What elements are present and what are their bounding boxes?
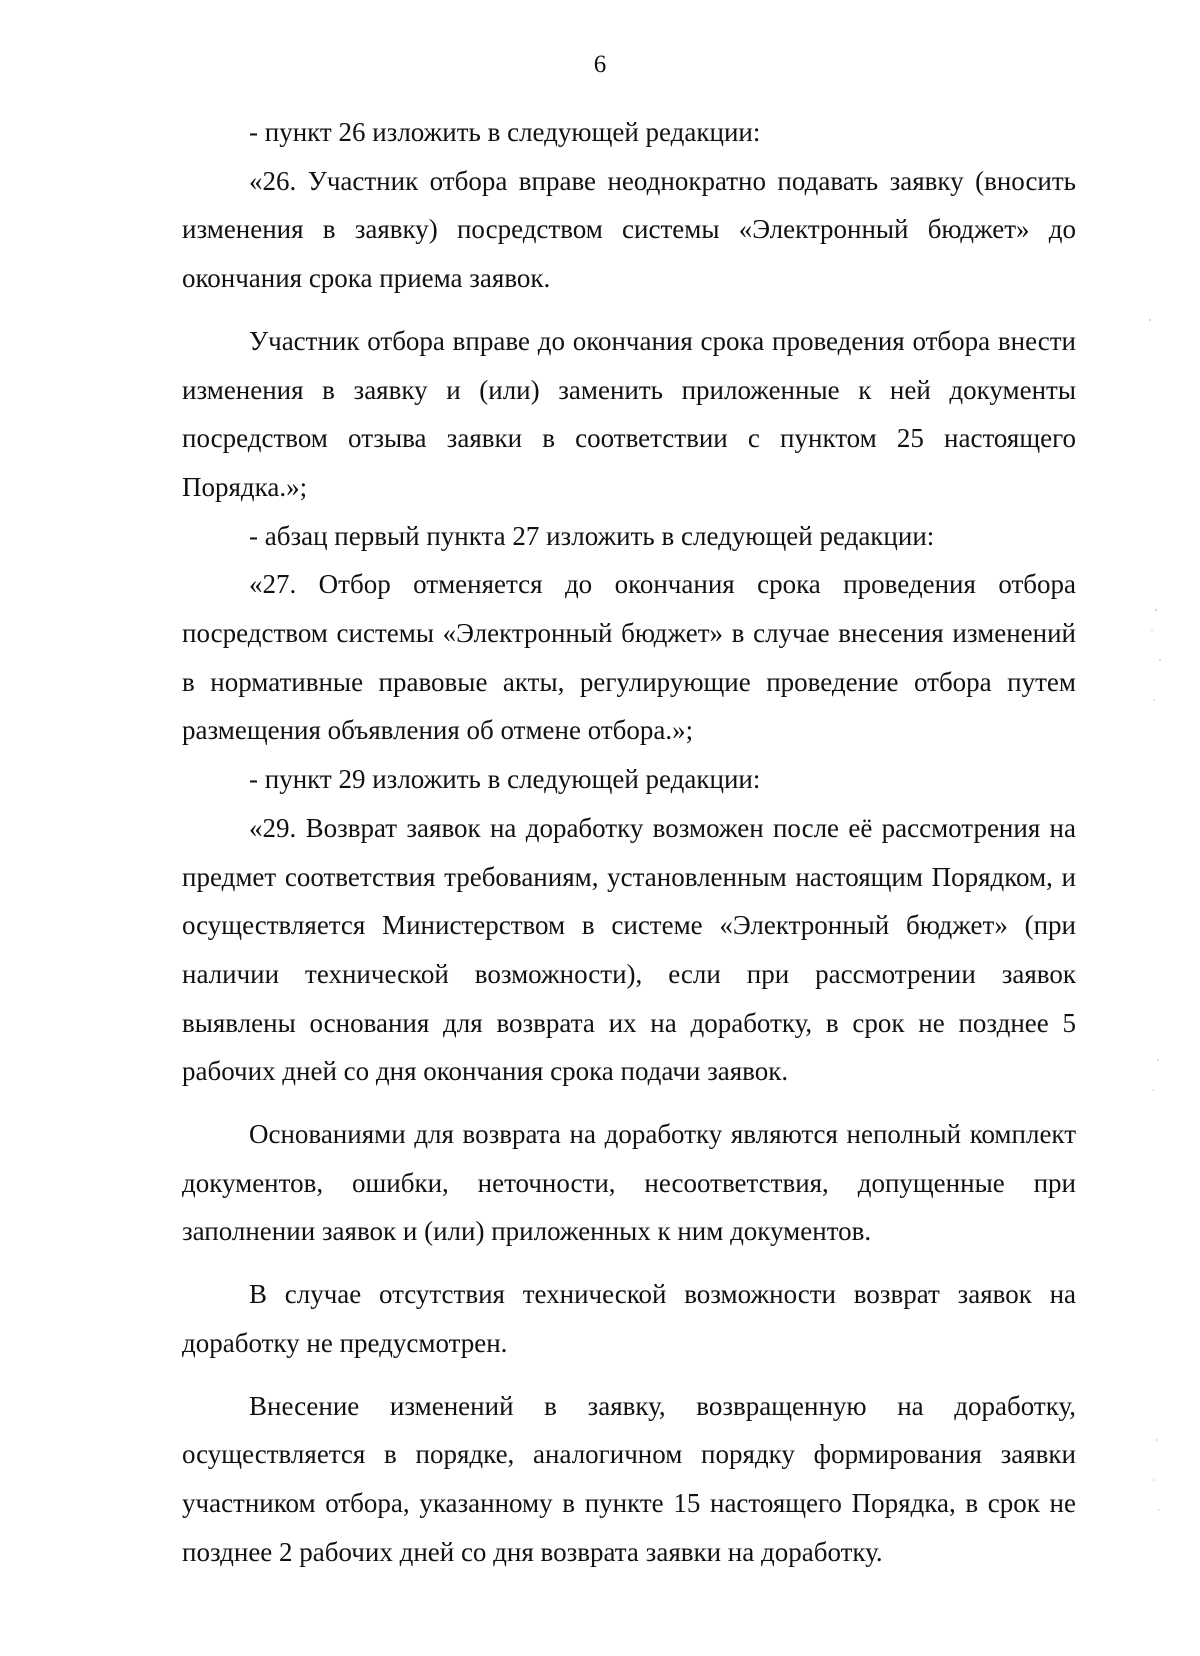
paragraph-item-26-second: Участник отбора вправе до окончания срока проведения отбора внести изменения в заявку и (или) заменить приложенные к ней документы посредством отзыва заявки в соответствии с пунктом 25 настоящего Порядка.»;: [182, 325, 1076, 502]
paragraph-amend-item-29: - пункт 29 изложить в следующей редакции:: [249, 764, 761, 795]
paragraph-item-29-changes: Внесение изменений в заявку, возвращенную на доработку, осуществляется в порядке, аналогичном порядку формирования заявки участником отбора, указанному в пункте 15 настоящего Порядка, в срок не позднее 2 рабочих дней со дня возврата заявки на доработку.: [182, 1390, 1076, 1567]
paragraph-amend-item-26: - пункт 26 изложить в следующей редакции:: [249, 117, 761, 147]
paragraph-item-29-text: «29. Возврат заявок на доработку возможен после её рассмотрения на предмет соответствия требованиям, установленным настоящим Порядком, и осуществляется Министерством в системе «Электронный бюджет» (при наличии технической возможности), если при рассмотрении заявок выявлены основания для возврата их на доработку, в срок не позднее 5 рабочих дней со дня окончания срока подачи заявок.: [182, 812, 1076, 1087]
paragraph-item-26-text: «26. Участник отбора вправе неоднократно подавать заявку (вносить изменения в заявку) посредством системы «Электронный бюджет» до окончания срока приема заявок.: [182, 165, 1076, 294]
paragraph-amend-item-27: - абзац первый пункта 27 изложить в следующей редакции:: [249, 520, 935, 551]
paragraph-item-29-grounds: Основаниями для возврата на доработку являются неполный комплект документов, ошибки, неточности, несоответствия, допущенные при заполнении заявок и (или) приложенных к ним документов.: [182, 1119, 1076, 1247]
paragraph-item-29-no-tech: В случае отсутствия технической возможности возврат заявок на доработку не предусмотрен.: [182, 1279, 1076, 1358]
document-body: [182, 108, 1076, 1576]
paragraph-item-27-text: «27. Отбор отменяется до окончания срока проведения отбора посредством системы «Электронный бюджет» в случае внесения изменений в нормативные правовые акты, регулирующие проведение отбора путем размещения объявления об отмене отбора.»;: [182, 569, 1076, 746]
page-number: 6: [593, 51, 607, 78]
scan-noise-decoration: [1142, 300, 1172, 1600]
